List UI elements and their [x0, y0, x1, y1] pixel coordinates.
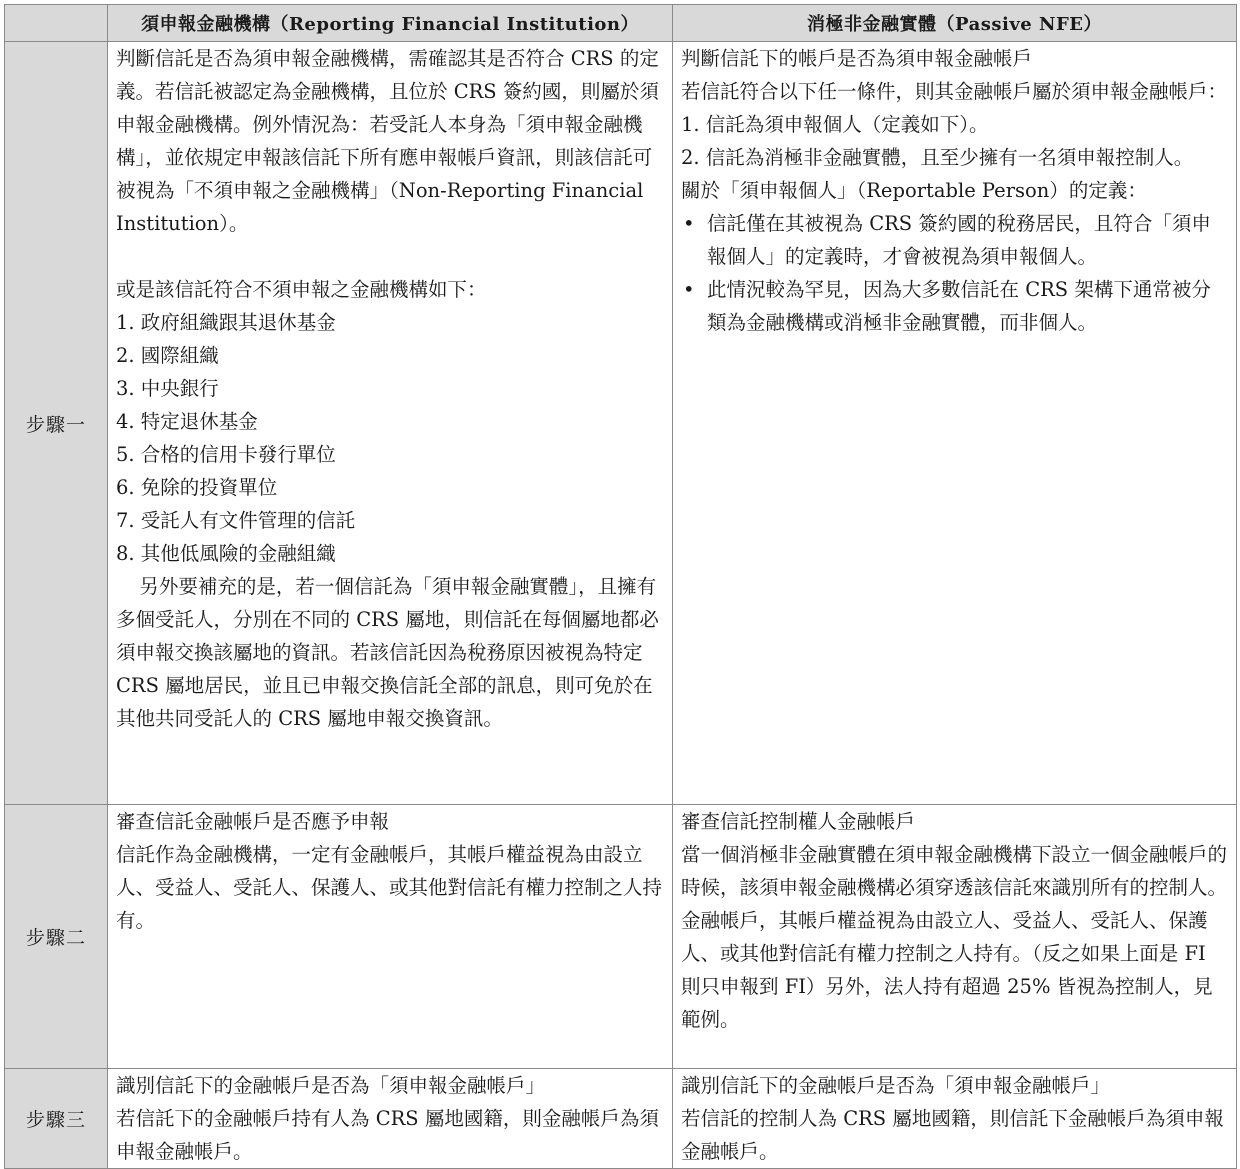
table-header-row	[5, 5, 1237, 42]
step2-fi-title: 審查信託金融帳戶是否應予申報	[116, 810, 390, 833]
step1-reporting-fi-cell	[108, 42, 673, 805]
step3-passive-nfe-cell	[673, 1069, 1237, 1169]
bullet-item: • 此情況較為罕見，因為大多數信託在 CRS 架構下通常被分類為金融機構或消極非金融實體，而非個人。	[699, 273, 1230, 339]
list-item: 2. 信託為消極非金融實體，且至少擁有一名須申報控制人。	[681, 146, 1194, 169]
crs-comparison-table	[4, 4, 1237, 1169]
step1-passive-nfe-cell	[673, 42, 1237, 805]
list-item: 1. 政府組織跟其退休基金	[116, 311, 336, 334]
exempt-institution-list	[116, 306, 666, 570]
list-item: 2. 國際組織	[116, 344, 219, 367]
step2-fi-body: 信託作為金融機構，一定有金融帳戶，其帳戶權益視為由設立人、受益人、受託人、保護人、或其他對信託有權力控制之人持有。	[116, 843, 663, 932]
step3-label: 步驟三	[5, 1069, 108, 1169]
table-row-step3	[5, 1069, 1237, 1169]
step3-reporting-fi-cell	[108, 1069, 673, 1169]
step2-nfe-body: 當一個消極非金融實體在須申報金融機構下設立一個金融帳戶的時候，該須申報金融機構必須穿透該信託來識別所有的控制人。金融帳戶，其帳戶權益視為由設立人、受益人、受託人、保護人、或其他對信託有權力控制之人持有。（反之如果上面是 FI 則只申報到 FI）另外，法人持有超過 25% 皆視為控制人，見範例。	[681, 843, 1228, 1031]
step1-fi-list-intro: 或是該信託符合不須申報之金融機構如下：	[116, 278, 487, 301]
list-item: 6. 免除的投資單位	[116, 476, 278, 499]
step2-reporting-fi-cell	[108, 805, 673, 1069]
list-item: 5. 合格的信用卡發行單位	[116, 443, 336, 466]
step2-nfe-title: 審查信託控制權人金融帳戶	[681, 810, 916, 833]
list-item: 1. 信託為須申報個人（定義如下）。	[681, 113, 989, 136]
step1-nfe-definition: 關於「須申報個人」（Reportable Person）的定義：	[681, 179, 1147, 202]
bullet-item: • 信託僅在其被視為 CRS 簽約國的稅務居民，且符合「須申報個人」的定義時，才會被視為須申報個人。	[699, 207, 1230, 273]
step3-nfe-title: 識別信託下的金融帳戶是否為「須申報金融帳戶」	[681, 1074, 1111, 1097]
step2-passive-nfe-cell	[673, 805, 1237, 1069]
table-row-step1	[5, 42, 1237, 805]
step3-nfe-body: 若信託的控制人為 CRS 屬地國籍，則信託下金融帳戶為須申報金融帳戶。	[681, 1107, 1224, 1163]
reportable-person-bullets	[681, 207, 1230, 339]
step1-nfe-title: 判斷信託下的帳戶是否為須申報金融帳戶	[681, 47, 1033, 70]
header-reporting-fi: 須申報金融機構（Reporting Financial Institution）	[108, 5, 673, 42]
step1-fi-intro: 判斷信託是否為須申報金融機構，需確認其是否符合 CRS 的定義。若信託被認定為金融機構，且位於 CRS 簽約國，則屬於須申報金融機構。例外情況為：若受託人本身為「須申報金融機構」，並依規定申報該信託下所有應申報帳戶資訊，則該信託可被視為「不須申報之金融機構」（Non-Reporting Financial Institution）。	[116, 47, 659, 235]
step3-fi-body: 若信託下的金融帳戶持有人為 CRS 屬地國籍，則金融帳戶為須申報金融帳戶。	[116, 1107, 659, 1163]
step1-fi-supplement: 另外要補充的是，若一個信託為「須申報金融實體」，且擁有多個受託人，分別在不同的 CRS 屬地，則信託在每個屬地都必須申報交換該屬地的資訊。若該信託因為稅務原因被視為特定 CRS 屬地居民，並且已申報交換信託全部的訊息，則可免於在其他共同受託人的 CRS 屬地申報交換資訊。	[116, 575, 659, 730]
list-item: 7. 受託人有文件管理的信託	[116, 509, 356, 532]
list-item: 3. 中央銀行	[116, 377, 219, 400]
step1-nfe-condition: 若信託符合以下任一條件，則其金融帳戶屬於須申報金融帳戶：	[681, 80, 1228, 103]
step3-fi-title: 識別信託下的金融帳戶是否為「須申報金融帳戶」	[116, 1074, 546, 1097]
step1-label: 步驟一	[5, 42, 108, 805]
header-passive-nfe: 消極非金融實體（Passive NFE）	[673, 5, 1237, 42]
step2-label: 步驟二	[5, 805, 108, 1069]
list-item: 8. 其他低風險的金融組織	[116, 542, 336, 565]
table-row-step2	[5, 805, 1237, 1069]
list-item: 4. 特定退休基金	[116, 410, 258, 433]
header-blank-cell	[5, 5, 108, 42]
